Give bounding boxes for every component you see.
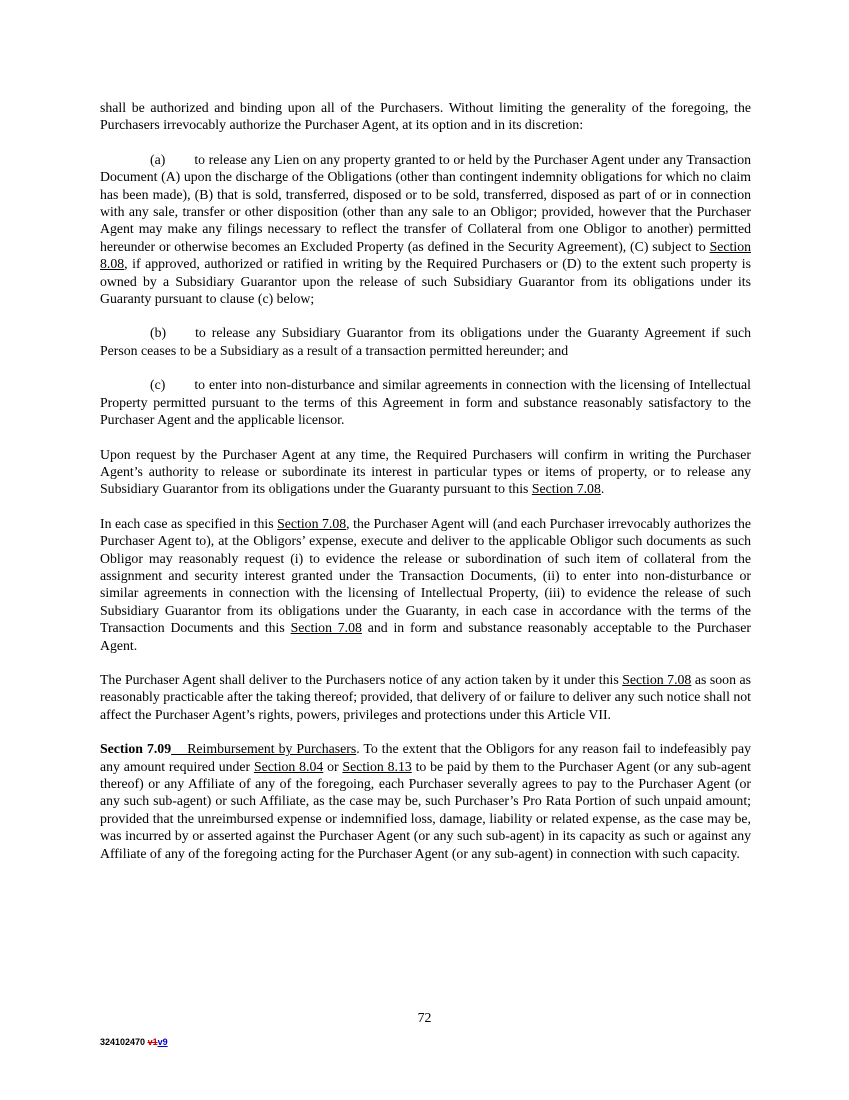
section-7-09-paragraph xyxy=(100,740,751,862)
footer-deleted-version: v1 xyxy=(147,1037,158,1047)
text-run: (c) xyxy=(150,377,166,393)
text-run: (b) xyxy=(150,325,167,341)
clause-a-paragraph xyxy=(100,151,751,308)
text-run: or xyxy=(323,758,343,774)
bold-text-run: Section 7.09 xyxy=(100,741,172,757)
notice-paragraph xyxy=(100,671,751,723)
text-run: , the Purchaser Agent will (and each Purchaser irrevocably authorizes the Purchaser Agent to), at the Obligors’ expense, execute and deliver to the applicable Obligor such documents as such Obligor may reasonably request (i) to evidence the release or subordination of such item of collateral from the assignment and security interest granted under the Transaction Documents, (ii) to enter into non-disturbance or similar agreements in connection with the licensing of Intellectual Property, (iii) to evidence the release of such Subsidiary Guarantor from its obligations under the Guaranty, in each case in accordance with the terms of the Transaction Documents and this xyxy=(100,515,751,636)
text-run: shall be authorized and binding upon all of the Purchasers. Without limiting the generality of the foregoing, the Purchasers irrevocably authorize the Purchaser Agent, at its option and in its discretion: xyxy=(100,100,751,133)
footer-inserted-version: v9 xyxy=(157,1037,168,1047)
text-run: and in form and substance reasonably acceptable to the Purchaser Agent. xyxy=(100,620,751,653)
text-run: , if approved, authorized or ratified in writing by the Required Purchasers or (D) to the extent such property is owned by a Subsidiary Guarantor upon the release of such Subsidiary Guarantor from its obligations under its Guaranty pursuant to clause (c) below; xyxy=(100,256,751,307)
text-run: . xyxy=(600,481,605,497)
text-run: as soon as reasonably practicable after the taking thereof; provided, that delivery of or failure to deliver any such notice shall not affect the Purchaser Agent’s rights, powers, privileges and protections under this Article VII. xyxy=(100,671,752,722)
underlined-text-run: Section 8.13 xyxy=(342,758,412,774)
underlined-text-run: Reimbursement by Purchasers xyxy=(171,741,357,757)
upon-request-paragraph xyxy=(100,446,751,498)
clause-c-paragraph xyxy=(100,376,751,428)
underlined-text-run: Section 7.08 xyxy=(290,620,362,636)
underlined-text-run: Section 8.04 xyxy=(253,758,324,774)
underlined-text-run: Section 7.08 xyxy=(531,481,601,497)
text-run: to release any Lien on any property granted to or held by the Purchaser Agent under any Transaction Document (A) upon the discharge of the Obligations (other than contingent indemnity obligations for which no claim has been made), (B) that is sold, transferred, disposed or to be sold, transferred, disposed as part of or in connection with any sale, transfer or other disposition (other than any sale to an Obligor; provided, however that the Purchaser Agent may make any filings necessary to reflect the transfer of Collateral from one Obligor to another) permitted hereunder or otherwise becomes an Excluded Property (as defined in the Security Agreement), (C) subject to xyxy=(100,151,751,254)
document-body xyxy=(100,99,751,879)
text-run: to be paid by them to the Purchaser Agent (or any sub-agent thereof) or any Affiliate of any of the foregoing, each Purchaser severally agrees to pay to the Purchaser Agent (or any such sub-agent) or such Affiliate, as the case may be, such Purchaser’s Pro Rata Portion of such unpaid amount; provided that the unreimbursed expense or indemnified loss, damage, liability or related expense, as the case may be, was incurred by or asserted against the Purchaser Agent (or any such sub-agent) in its capacity as such or against any Affiliate of any of the foregoing acting for the Purchaser Agent (or any sub-agent) in connection with such capacity. xyxy=(100,758,751,861)
text-run: The Purchaser Agent shall deliver to the Purchasers notice of any action taken by it under this xyxy=(100,671,623,687)
intro-paragraph xyxy=(100,99,751,134)
text-run: (a) xyxy=(150,151,166,167)
underlined-text-run: Section 7.08 xyxy=(277,515,347,531)
underlined-text-run: Section 7.08 xyxy=(622,671,692,687)
page-number: 72 xyxy=(417,1010,432,1025)
document-footer xyxy=(100,1037,168,1047)
clause-b-paragraph xyxy=(100,324,751,359)
text-run: In each case as specified in this xyxy=(100,515,278,531)
text-run: Upon request by the Purchaser Agent at any time, the Required Purchasers will confirm in writing the Purchaser Agent’s authority to release or subordinate its interest in particular types or items of property, or to release any Subsidiary Guarantor from its obligations under the Guaranty pursuant to this xyxy=(100,446,751,497)
underlined-text-run: Section 8.08 xyxy=(100,238,751,272)
in-each-case-paragraph xyxy=(100,515,751,654)
text-run: . To the extent that the Obligors for any reason fail to indefeasibly pay any amount required under xyxy=(100,741,751,774)
footer-doc-id: 324102470 xyxy=(100,1037,148,1047)
text-run: to release any Subsidiary Guarantor from its obligations under the Guaranty Agreement if such Person ceases to be a Subsidiary as a result of a transaction permitted hereunder; and xyxy=(100,325,751,358)
text-run: to enter into non-disturbance and similar agreements in connection with the licensing of Intellectual Property permitted pursuant to the terms of this Agreement in form and substance reasonably satisfactory to the Purchaser Agent and the applicable licensor. xyxy=(100,377,751,428)
